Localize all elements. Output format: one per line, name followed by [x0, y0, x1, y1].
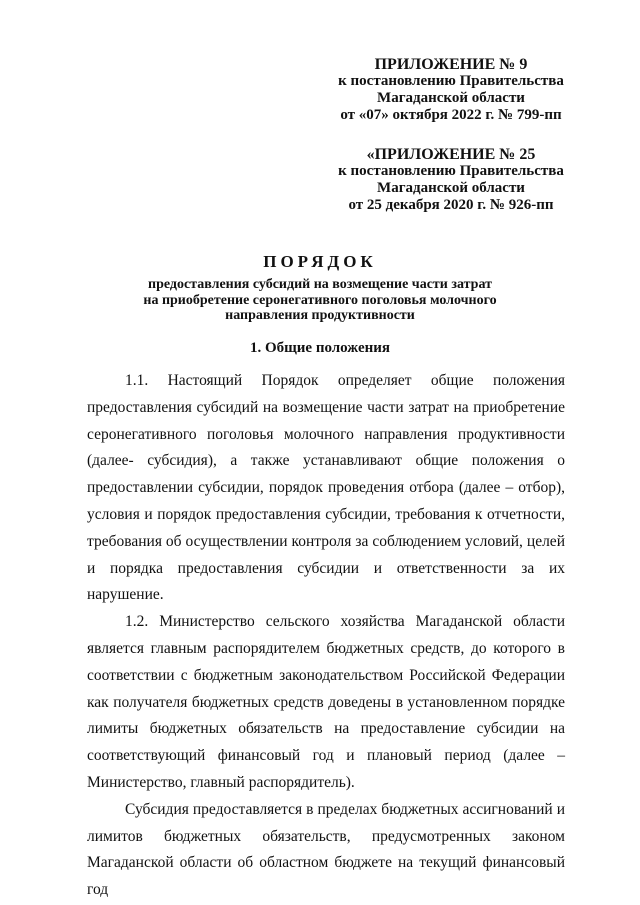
- document-title: ПОРЯДОК: [263, 252, 377, 271]
- subtitle-line: на приобретение серонегативного поголовья молочного: [143, 292, 497, 308]
- appendix-25-line1: к постановлению Правительства: [338, 163, 564, 179]
- appendix-25-line2: Магаданской области: [377, 180, 525, 196]
- paragraph-1-2: 1.2. Министерство сельского хозяйства Магаданской области является главным распорядителем бюджетных средств, до которого в соответствии с бюджетным законодательством Российской Федерации как получателя бюджетных средств доведены в установленном порядке лимиты бюджетных обязательств на предоставление субсидии на соответствующий финансовый год и плановый период (далее – Министерство, главный распорядитель).: [87, 613, 565, 791]
- appendix-9-title: ПРИЛОЖЕНИЕ № 9: [374, 56, 528, 73]
- section-body: [87, 368, 565, 904]
- appendix-9-line2: Магаданской области: [377, 90, 525, 106]
- subtitle-line: направления продуктивности: [225, 308, 415, 323]
- subtitle-line: предоставления субсидий на возмещение части затрат: [148, 277, 492, 292]
- appendix-9-header: [316, 56, 586, 124]
- appendix-25-title: «ПРИЛОЖЕНИЕ № 25: [366, 146, 536, 163]
- section-heading: 1. Общие положения: [249, 340, 391, 356]
- appendix-9-line3: от «07» октября 2022 г. № 799-пп: [340, 107, 562, 123]
- document-subtitle: [100, 277, 540, 324]
- appendix-9-line1: к постановлению Правительства: [338, 73, 564, 89]
- appendix-25-line3: от 25 декабря 2020 г. № 926-пп: [348, 197, 554, 213]
- appendix-25-header: [316, 146, 586, 214]
- paragraph-1-1: 1.1. Настоящий Порядок определяет общие положения предоставления субсидий на возмещение части затрат на приобретение серонегативного поголовья молочного направления продуктивности (далее- субсидия), а также устанавливают общие положения о предоставлении субсидии, порядок проведения отбора (далее – отбор), условия и порядок предоставления субсидии, требования к отчетности, требования об осуществлении контроля за соблюдением условий, целей и порядка предоставления субсидии и ответственности за их нарушение.: [87, 372, 565, 604]
- paragraph-subsidy: Субсидия предоставляется в пределах бюджетных ассигнований и лимитов бюджетных обязательств, предусмотренных законом Магаданской области об областном бюджете на текущий финансовый год: [87, 800, 565, 899]
